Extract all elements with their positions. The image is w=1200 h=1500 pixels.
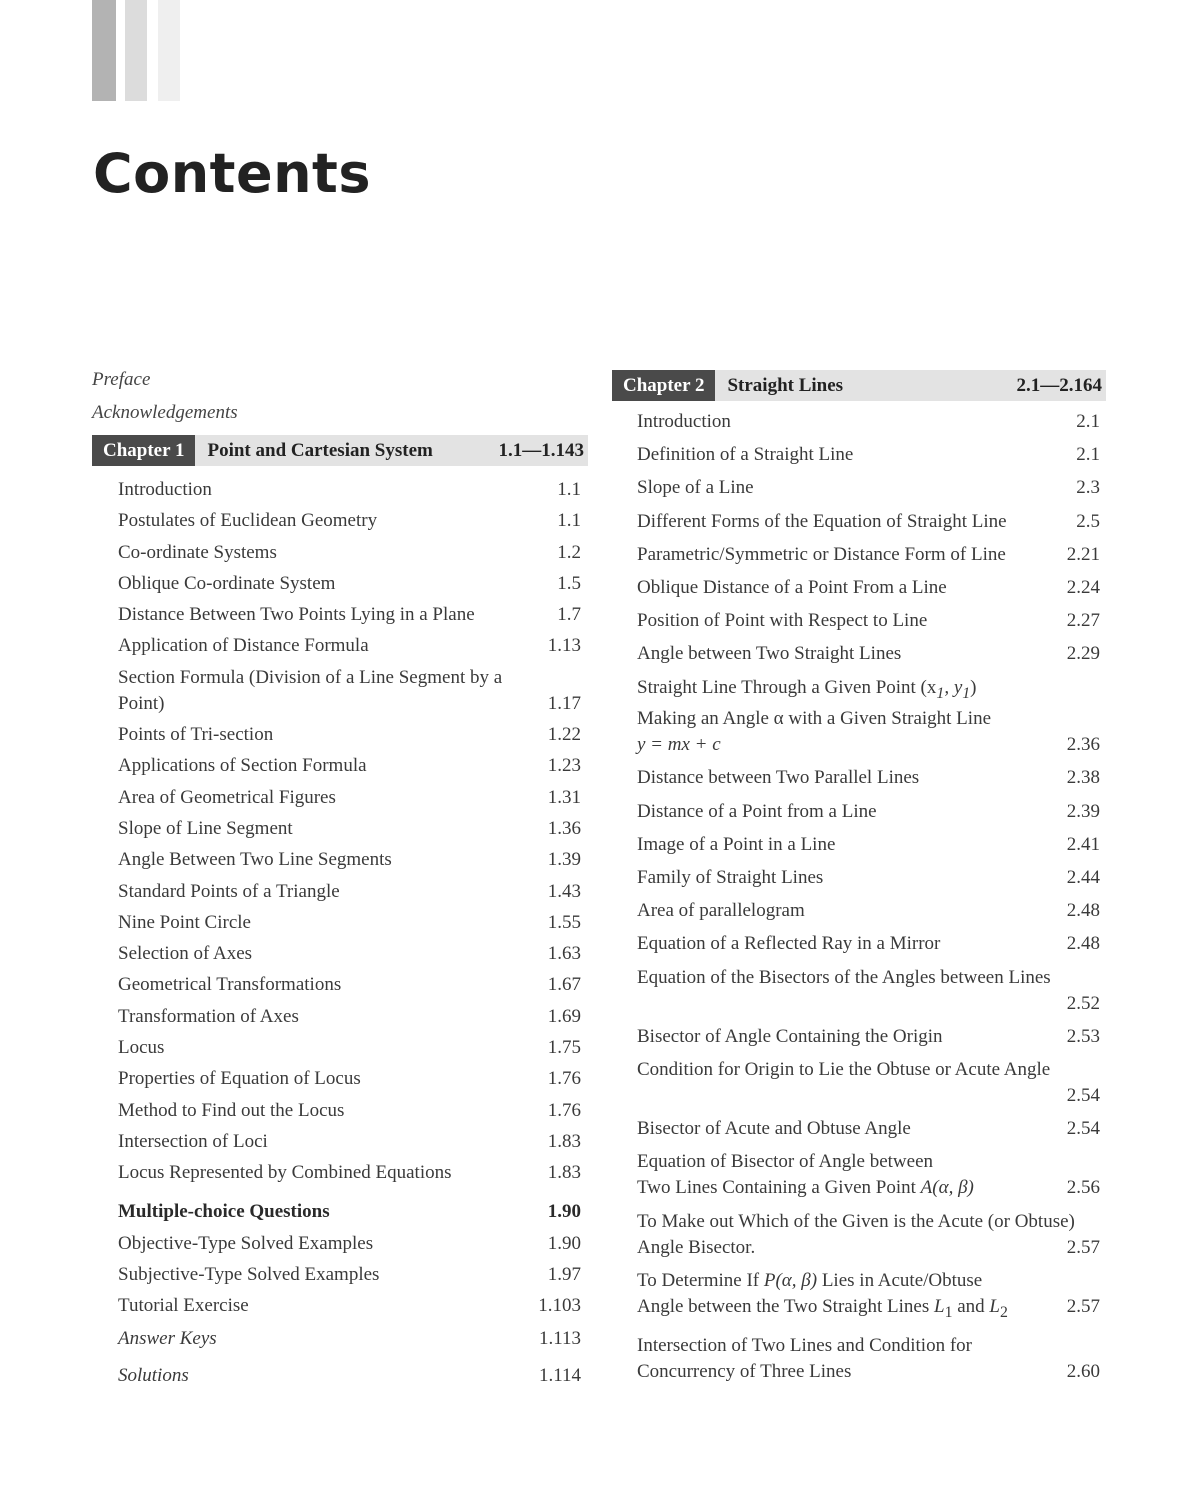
- entry-page: 2.44: [1066, 867, 1100, 889]
- toc-entry[interactable]: [637, 575, 1100, 601]
- toc-entry[interactable]: [118, 1293, 581, 1319]
- entry-title: Image of a Point in a Line: [637, 833, 836, 855]
- toc-entry[interactable]: [637, 509, 1100, 535]
- entry-title: Equation of the Bisectors of the Angles between Lines: [637, 966, 1051, 988]
- entry-page: 1.103: [538, 1295, 581, 1317]
- entry-page: 2.54: [1066, 1084, 1100, 1106]
- entry-page: 2.48: [1066, 900, 1100, 922]
- toc-preface[interactable]: Preface: [92, 369, 151, 390]
- entry-title: Family of Straight Lines: [637, 867, 824, 889]
- decorative-bar-dark: [92, 0, 116, 101]
- toc-entry[interactable]: [118, 1098, 581, 1124]
- entry-title: Properties of Equation of Locus: [118, 1068, 361, 1090]
- decorative-bar-mid: [125, 0, 147, 101]
- entry-page: 2.52: [1066, 992, 1100, 1014]
- entry-title: Distance of a Point from a Line: [637, 800, 877, 822]
- toc-entry[interactable]: [118, 753, 581, 779]
- entry-title: Equation of Bisector of Angle between: [637, 1151, 934, 1173]
- toc-entry[interactable]: [118, 1129, 581, 1155]
- entry-page: 2.39: [1066, 800, 1100, 822]
- entry-title: Parametric/Symmetric or Distance Form of Line: [637, 543, 1006, 565]
- toc-entry[interactable]: [637, 931, 1100, 957]
- toc-entry[interactable]: [118, 1326, 581, 1352]
- toc-entry[interactable]: [118, 602, 581, 628]
- entry-page: 1.43: [547, 880, 581, 902]
- entry-title: Co-ordinate Systems: [118, 541, 277, 563]
- entry-page: 1.2: [557, 541, 581, 563]
- entry-title: Selection of Axes: [118, 943, 253, 965]
- entry-title: Condition for Origin to Lie the Obtuse or Acute Angle: [637, 1058, 1051, 1080]
- entry-page: 1.63: [547, 943, 581, 965]
- toc-entry[interactable]: [118, 722, 581, 748]
- toc-entry[interactable]: [637, 675, 1100, 759]
- entry-page: 1.114: [538, 1365, 581, 1387]
- toc-entry[interactable]: [118, 571, 581, 597]
- toc-right-column: [612, 370, 1106, 1392]
- entry-page: 1.39: [547, 849, 581, 871]
- toc-entry[interactable]: [118, 941, 581, 967]
- entry-page: 1.83: [547, 1162, 581, 1184]
- toc-entry[interactable]: [118, 879, 581, 905]
- entry-page: 1.69: [547, 1005, 581, 1027]
- toc-entry[interactable]: [118, 847, 581, 873]
- entry-title: Intersection of Loci: [118, 1130, 268, 1152]
- entry-title: To Determine If P(α, β) Lies in Acute/Obtuse: [637, 1269, 983, 1291]
- entry-title: Standard Points of a Triangle: [118, 880, 340, 902]
- entry-title: Geometrical Transformations: [118, 974, 342, 996]
- entry-title: Oblique Distance of a Point From a Line: [637, 576, 947, 598]
- chapter-2-title: Straight Lines: [727, 374, 844, 396]
- chapter-2-header[interactable]: [612, 370, 1106, 401]
- chapter-2-label: Chapter 2: [612, 370, 715, 401]
- entry-title: Postulates of Euclidean Geometry: [118, 510, 378, 532]
- entry-title: Nine Point Circle: [118, 911, 251, 933]
- entry-title: Multiple-choice Questions: [118, 1201, 330, 1223]
- toc-entry[interactable]: [637, 799, 1100, 825]
- chapter-1-header[interactable]: [92, 435, 588, 466]
- entry-title: Position of Point with Respect to Line: [637, 610, 928, 632]
- toc-entry[interactable]: [118, 972, 581, 998]
- toc-entry[interactable]: [118, 1231, 581, 1257]
- entry-title: Oblique Co-ordinate System: [118, 572, 336, 594]
- entry-title-cont: Angle Bisector.: [637, 1236, 756, 1258]
- entry-page: 1.31: [547, 786, 581, 808]
- entry-page: 1.90: [547, 1232, 581, 1254]
- entry-title-cont: Concurrency of Three Lines: [637, 1360, 852, 1382]
- entry-title: Method to Find out the Locus: [118, 1099, 345, 1121]
- entry-title: Distance Between Two Points Lying in a Plane: [118, 604, 475, 626]
- entry-title: Introduction: [637, 411, 731, 432]
- page-title: Contents: [93, 142, 372, 205]
- entry-page: 1.67: [547, 974, 581, 996]
- entry-page: 1.113: [538, 1328, 581, 1350]
- chapter-1-entries: [92, 477, 588, 1389]
- entry-page: 1.36: [547, 817, 581, 839]
- entry-title: Transformation of Axes: [118, 1005, 299, 1027]
- entry-title: Locus: [118, 1037, 165, 1059]
- toc-entry[interactable]: [118, 665, 581, 717]
- entry-page: 1.17: [547, 692, 581, 714]
- toc-entry[interactable]: [637, 1268, 1100, 1326]
- entry-page: 1.13: [547, 635, 581, 657]
- entry-title: Locus Represented by Combined Equations: [118, 1162, 452, 1184]
- entry-page: 1.90: [547, 1201, 581, 1223]
- toc-entry[interactable]: [118, 785, 581, 811]
- toc-left-column: [92, 366, 588, 1394]
- entry-page: 2.29: [1066, 643, 1100, 665]
- entry-title: Equation of a Reflected Ray in a Mirror: [637, 933, 941, 955]
- entry-title: Section Formula (Division of a Line Segment by a: [118, 666, 503, 688]
- entry-page: 2.56: [1066, 1177, 1100, 1199]
- toc-entry[interactable]: [637, 965, 1100, 1017]
- entry-page: 2.27: [1066, 610, 1100, 632]
- entry-title: Bisector of Acute and Obtuse Angle: [637, 1118, 911, 1140]
- toc-entry[interactable]: [637, 409, 1100, 435]
- entry-page: 2.57: [1066, 1236, 1100, 1258]
- entry-title: Angle between Two Straight Lines: [637, 643, 902, 665]
- entry-title: Objective-Type Solved Examples: [118, 1232, 374, 1254]
- toc-entry[interactable]: [637, 1057, 1100, 1109]
- toc-entry[interactable]: [637, 1024, 1100, 1050]
- chapter-1-pages: 1.1—1.143: [498, 439, 584, 461]
- entry-page: 2.38: [1066, 767, 1100, 789]
- entry-page: 1.76: [547, 1099, 581, 1121]
- entry-page: 2.21: [1066, 543, 1100, 565]
- entry-title-cont: Point): [118, 692, 165, 714]
- entry-title: Bisector of Angle Containing the Origin: [637, 1025, 943, 1047]
- chapter-1-label: Chapter 1: [92, 435, 195, 466]
- entry-page: 2.1: [1076, 411, 1100, 432]
- entry-page: 2.5: [1076, 510, 1100, 532]
- toc-entry[interactable]: [118, 1004, 581, 1030]
- toc-entry[interactable]: [637, 865, 1100, 891]
- toc-entry[interactable]: [637, 765, 1100, 791]
- entry-page: 1.75: [547, 1037, 581, 1059]
- entry-title: Area of Geometrical Figures: [118, 786, 336, 808]
- entry-page: 1.1: [557, 510, 581, 532]
- entry-title-cont: Two Lines Containing a Given Point A(α, β): [637, 1177, 974, 1199]
- entry-title: Introduction: [118, 479, 212, 500]
- entry-title: Points of Tri-section: [118, 724, 274, 746]
- toc-entry[interactable]: [118, 816, 581, 842]
- entry-title: Slope of Line Segment: [118, 817, 293, 839]
- toc-entry[interactable]: [118, 910, 581, 936]
- toc-entry[interactable]: [637, 542, 1100, 568]
- toc-entry[interactable]: [118, 633, 581, 659]
- entry-title: Angle Between Two Line Segments: [118, 849, 392, 871]
- chapter-2-entries: [612, 409, 1106, 1385]
- toc-entry[interactable]: [118, 477, 581, 503]
- entry-page: 2.54: [1066, 1118, 1100, 1140]
- entry-title-cont: Making an Angle α with a Given Straight Line: [637, 708, 992, 730]
- toc-entry[interactable]: [637, 608, 1100, 634]
- toc-entry[interactable]: [118, 1262, 581, 1288]
- entry-page: 1.23: [547, 755, 581, 777]
- entry-page: 1.22: [547, 724, 581, 746]
- entry-title: To Make out Which of the Given is the Acute (or Obtuse): [637, 1210, 1075, 1232]
- toc-entry[interactable]: [118, 540, 581, 566]
- toc-entry[interactable]: [637, 475, 1100, 501]
- entry-title: Slope of a Line: [637, 477, 754, 499]
- entry-title: Tutorial Exercise: [118, 1295, 249, 1317]
- entry-page: 2.60: [1066, 1360, 1100, 1382]
- entry-title: Solutions: [118, 1365, 189, 1387]
- entry-page: 2.1: [1076, 444, 1100, 466]
- toc-entry[interactable]: [637, 641, 1100, 667]
- entry-page: 1.97: [547, 1263, 581, 1285]
- entry-title-cont: Angle between the Two Straight Lines $L_1$ and $L_2$: [637, 1295, 1008, 1321]
- entry-title: Distance between Two Parallel Lines: [637, 767, 920, 789]
- entry-title: Area of parallelogram: [637, 900, 805, 922]
- entry-title: Application of Distance Formula: [118, 635, 369, 657]
- toc-entry[interactable]: [118, 1066, 581, 1092]
- entry-page: 2.41: [1066, 833, 1100, 855]
- entry-title: Definition of a Straight Line: [637, 444, 854, 466]
- entry-page: 2.57: [1066, 1295, 1100, 1317]
- entry-page: 2.48: [1066, 933, 1100, 955]
- entry-title: Straight Line Through a Given Point ($x_1$, $y_1$): [637, 676, 977, 702]
- toc-entry[interactable]: [637, 832, 1100, 858]
- toc-acknowledgements[interactable]: Acknowledgements: [92, 402, 238, 423]
- toc-entry[interactable]: [118, 1363, 581, 1389]
- toc-entry[interactable]: [118, 1035, 581, 1061]
- toc-entry[interactable]: [637, 1116, 1100, 1142]
- entry-page: 2.53: [1066, 1025, 1100, 1047]
- entry-page: 1.7: [557, 604, 581, 626]
- entry-page: 1.1: [557, 479, 581, 500]
- entry-page: 2.36: [1066, 734, 1100, 756]
- entry-page: 1.76: [547, 1068, 581, 1090]
- entry-page: 1.5: [557, 572, 581, 594]
- toc-entry[interactable]: [637, 442, 1100, 468]
- entry-title: Different Forms of the Equation of Straight Line: [637, 510, 1007, 532]
- entry-formula: y = mx + c: [637, 734, 721, 756]
- chapter-2-pages: 2.1—2.164: [1016, 374, 1102, 396]
- toc-entry[interactable]: [118, 508, 581, 534]
- chapter-1-title: Point and Cartesian System: [207, 439, 433, 461]
- entry-page: 2.3: [1076, 477, 1100, 499]
- decorative-bar-light: [158, 0, 180, 101]
- toc-entry-mcq[interactable]: [118, 1199, 581, 1225]
- entry-page: 2.24: [1066, 576, 1100, 598]
- entry-page: 1.55: [547, 911, 581, 933]
- toc-entry[interactable]: [637, 1333, 1100, 1385]
- toc-entry[interactable]: [637, 1149, 1100, 1201]
- entry-page: 1.83: [547, 1130, 581, 1152]
- toc-entry[interactable]: [637, 1209, 1100, 1261]
- entry-title: Intersection of Two Lines and Condition for: [637, 1334, 972, 1356]
- entry-title: Answer Keys: [118, 1328, 217, 1350]
- toc-entry[interactable]: [118, 1160, 581, 1186]
- entry-title: Subjective-Type Solved Examples: [118, 1263, 380, 1285]
- entry-title: Applications of Section Formula: [118, 755, 367, 777]
- toc-entry[interactable]: [637, 898, 1100, 924]
